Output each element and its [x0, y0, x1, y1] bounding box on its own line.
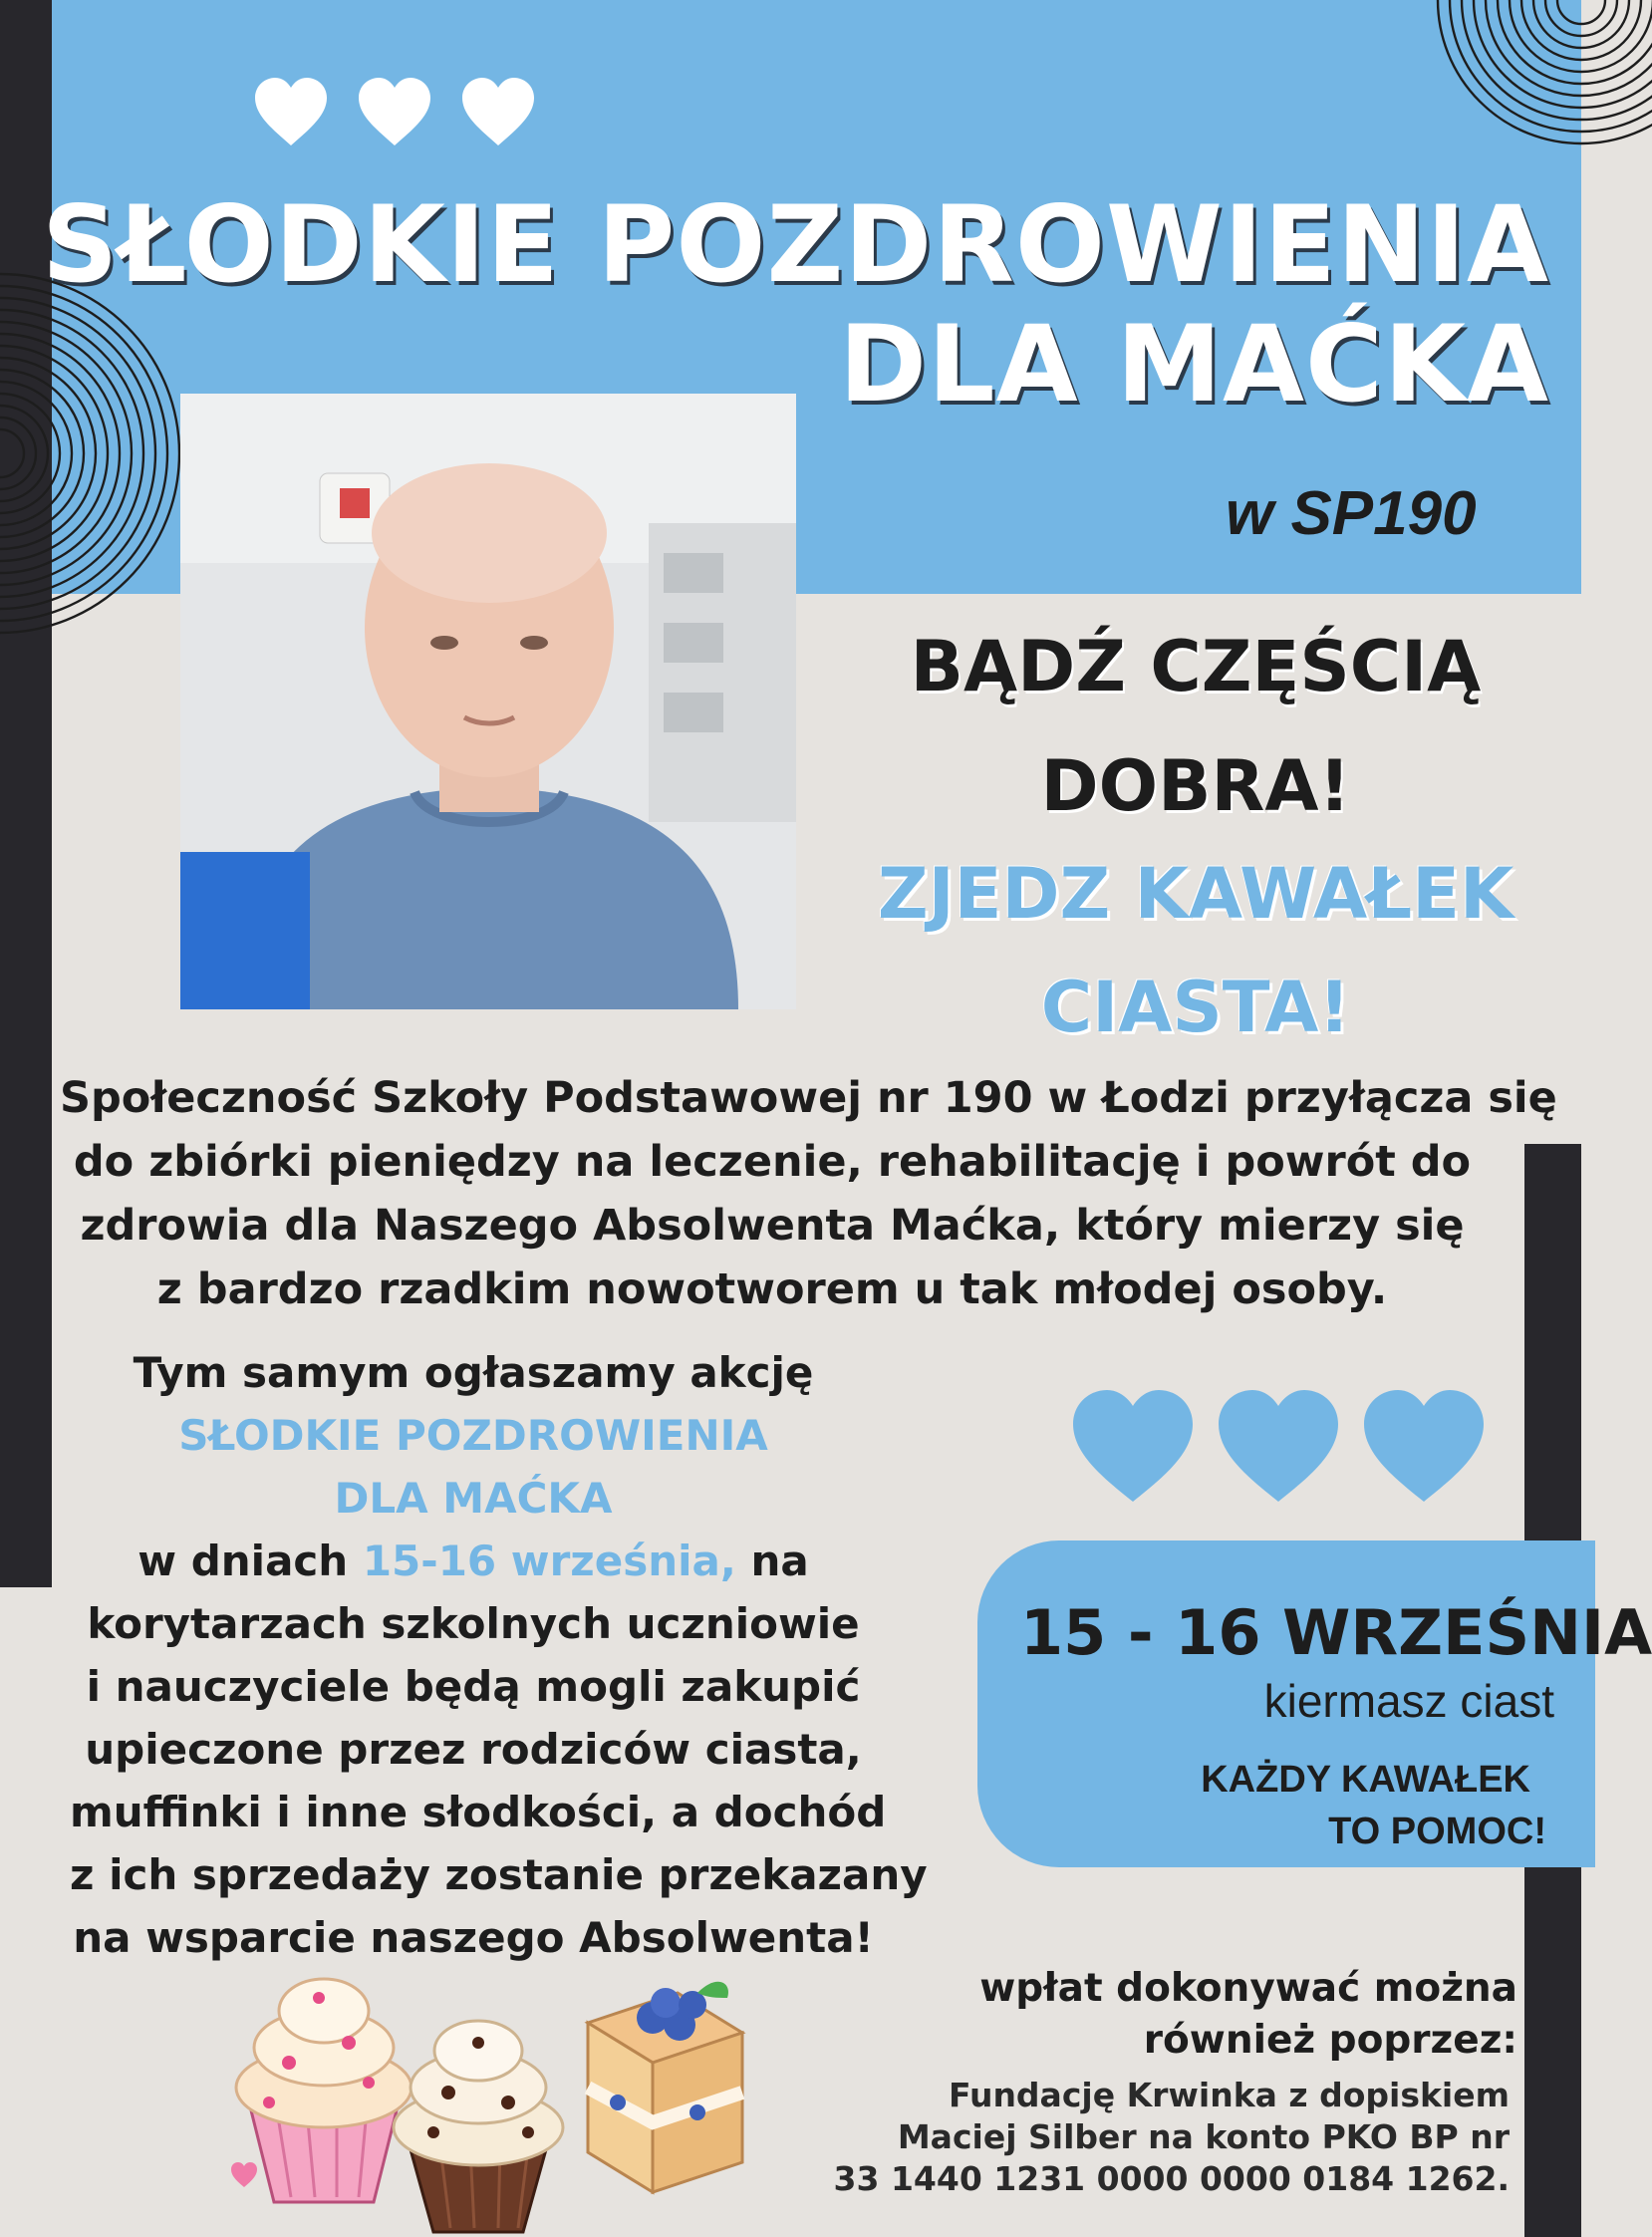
heart-icon: [359, 78, 430, 145]
action-body-line: z ich sprzedaży zostanie przekazany: [70, 1850, 928, 1899]
heart-icon: [462, 78, 534, 145]
cta-line2: CIASTA!: [1040, 967, 1351, 1048]
blueberry-cake: [588, 1982, 742, 2192]
event-label: kiermasz ciast: [1263, 1675, 1554, 1727]
action-body-line: na wsparcie naszego Absolwenta!: [73, 1913, 874, 1962]
cupcake-pink-icon: [229, 1953, 747, 2232]
donation-lead: [979, 1963, 1517, 2067]
cupcake-pink: [236, 1979, 412, 2202]
event-slogan-line1: KAŻDY KAWAŁEK: [1201, 1759, 1530, 1801]
event-slogan-line2: TO POMOC!: [1328, 1811, 1546, 1852]
donation-lead-line1: wpłat dokonywać można: [979, 1966, 1517, 2011]
donation-detail-line: Maciej Silber na konto PKO BP nr: [897, 2117, 1510, 2156]
action-body-line: upieczone przez rodziców ciasta,: [85, 1725, 862, 1774]
headline-line2: DOBRA!: [1040, 745, 1351, 827]
heart-icon: [1219, 1390, 1338, 1502]
headline-line1: BĄDŹ CZĘŚCIĄ: [910, 626, 1482, 707]
intro-line: Społeczność Szkoły Podstawowej nr 190 w Łodzi przyłącza się: [60, 1073, 1557, 1123]
action-paragraph: [70, 1341, 928, 1969]
dates-highlight: 15-16 września,: [362, 1537, 736, 1585]
intro-line: z bardzo rzadkim nowotworem u tak młodej osoby.: [156, 1264, 1388, 1314]
heart-icon: [1073, 1390, 1193, 1502]
action-dates-line: [70, 1530, 877, 1592]
heart-icon: [1364, 1390, 1484, 1502]
heart-icon: [231, 2162, 257, 2187]
intro-line: do zbiórki pieniędzy na leczenie, rehabilitację i powrót do: [73, 1137, 1472, 1187]
action-body-line: muffinki i inne słodkości, a dochód: [70, 1788, 887, 1836]
intro-line: zdrowia dla Naszego Absolwenta Maćka, który mierzy się: [80, 1201, 1465, 1251]
event-slogan: [1048, 1754, 1546, 1857]
subtitle: w SP190: [1226, 479, 1477, 548]
donation-detail-line: Fundację Krwinka z dopiskiem: [949, 2076, 1510, 2114]
concentric-circles-left: [0, 299, 199, 598]
dates-suffix: na: [735, 1537, 809, 1585]
action-body-line: korytarzach szkolnych uczniowie: [87, 1599, 860, 1648]
action-name-line2: DLA MAĆKA: [334, 1474, 613, 1523]
portrait-photo: [180, 394, 796, 1009]
cupcake-chocolate: [394, 2021, 563, 2232]
action-body-line: i nauczyciele będą mogli zakupić: [86, 1662, 861, 1711]
donation-lead-line2: również poprzez:: [1143, 2018, 1517, 2063]
action-lead: Tym samym ogłaszamy akcję: [133, 1348, 814, 1397]
concentric-circles-right: [1432, 0, 1581, 149]
heart-icon: [255, 78, 327, 145]
poster-title-line2: DLA MAĆKA: [839, 303, 1549, 425]
donation-detail-line: 33 1440 1231 0000 0000 0184 1262.: [833, 2159, 1510, 2198]
dates-prefix: w dniach: [138, 1537, 363, 1585]
donation-details: [834, 2075, 1510, 2200]
action-name-line1: SŁODKIE POZDROWIENIA: [178, 1411, 768, 1460]
poster-title-line1: SŁODKIE POZDROWIENIA: [42, 183, 1549, 306]
intro-paragraph: [60, 1066, 1557, 1321]
heart-icon-group-blue: [1071, 1390, 1490, 1505]
event-date: 15 - 16 WRZEŚNIA: [1020, 1596, 1652, 1669]
cta-line1: ZJEDZ KAWAŁEK: [877, 853, 1514, 935]
heart-icon-group-white: [253, 78, 538, 147]
